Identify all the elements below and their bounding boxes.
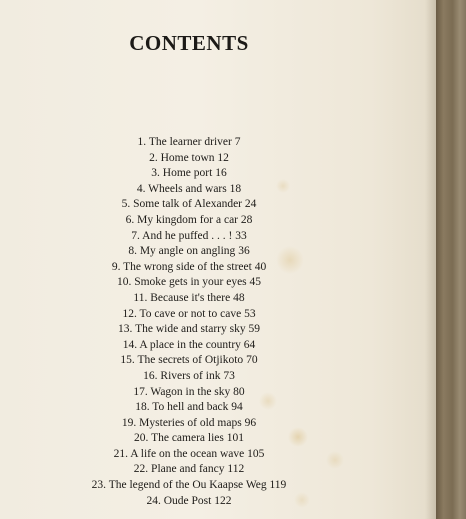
toc-entry-page-number: 105 [247, 447, 265, 460]
toc-entry-page-number: 45 [249, 276, 262, 289]
toc-entry [0, 291, 378, 307]
toc-entry [0, 135, 378, 151]
toc-entry-title: The camera lies [151, 432, 224, 445]
toc-entry-title: Home town [160, 151, 215, 164]
toc-entry-number: 18. [135, 401, 150, 414]
toc-entry [0, 275, 378, 291]
toc-entry-title: My kingdom for a car [137, 213, 239, 226]
toc-entry-number: 3. [151, 167, 160, 180]
toc-entry-number: 17. [133, 385, 148, 398]
toc-entry [0, 494, 378, 510]
toc-entry-number: 24. [146, 494, 161, 507]
toc-entry-page-number: 48 [233, 291, 245, 304]
toc-entry [0, 385, 378, 401]
toc-entry [0, 260, 378, 276]
toc-entry [0, 322, 378, 338]
toc-entry-page-number: 101 [226, 432, 244, 445]
toc-entry-number: 7. [131, 229, 140, 242]
toc-entry [0, 166, 378, 182]
toc-entry-number: 5. [121, 198, 131, 211]
toc-entry-number: 6. [125, 213, 135, 226]
toc-entry [0, 447, 378, 463]
toc-entry [0, 369, 378, 385]
toc-entry [0, 213, 378, 229]
toc-entry-number: 20. [134, 432, 149, 445]
toc-entry [0, 307, 378, 323]
toc-entry [0, 431, 378, 447]
toc-entry [0, 229, 378, 245]
page-gutter-shadow [425, 0, 436, 519]
toc-entry-title: And he puffed . . . ! [142, 229, 233, 242]
toc-entry-title: A life on the ocean wave [130, 447, 245, 460]
toc-entry-title: Mysteries of old maps [139, 416, 242, 429]
toc-entry-number: 13. [118, 323, 133, 336]
toc-entry-number: 15. [120, 354, 135, 367]
toc-entry [0, 338, 378, 354]
toc-entry-page-number: 80 [233, 385, 245, 398]
toc-entry-number: 16. [143, 369, 158, 382]
toc-entry-page-number: 36 [238, 245, 250, 258]
toc-entry-title: Rivers of ink [160, 369, 221, 382]
toc-entry-title: The wide and starry sky [135, 323, 246, 336]
toc-entry-number: 22. [133, 463, 149, 476]
toc-entry-page-number: 96 [244, 416, 257, 429]
toc-entry-title: The learner driver [148, 136, 232, 148]
toc-entry-title: Some talk of Alexander [133, 198, 243, 211]
toc-entry-page-number: 64 [243, 338, 256, 351]
toc-entry-title: The secrets of Otjikoto [137, 354, 244, 367]
toc-entry-number: 21. [113, 447, 128, 460]
table-of-contents [0, 135, 378, 509]
toc-entry-title: Home port [162, 167, 213, 180]
toc-entry-title: The legend of the Ou Kaapse Weg [108, 479, 267, 492]
toc-entry-page-number: 53 [244, 307, 256, 320]
toc-entry-number: 4. [136, 182, 146, 195]
toc-entry-page-number: 119 [269, 479, 287, 492]
toc-entry-page-number: 70 [246, 354, 258, 367]
toc-entry-title: To cave or not to cave [139, 307, 242, 320]
toc-entry-number: 10. [116, 276, 132, 289]
toc-entry [0, 478, 378, 494]
toc-entry [0, 462, 378, 478]
toc-entry-title: Plane and fancy [151, 463, 225, 476]
contents-heading: CONTENTS [129, 31, 249, 56]
toc-entry-title: Wagon in the sky [150, 385, 231, 398]
toc-entry-number: 2. [149, 151, 158, 164]
toc-entry-page-number: 112 [227, 463, 245, 476]
toc-entry-title: Because it's there [150, 291, 231, 304]
toc-entry-page-number: 94 [231, 401, 243, 414]
toc-entry-title: To hell and back [152, 401, 229, 414]
toc-entry-number: 14. [122, 338, 138, 351]
toc-entry-title: Oude Post [163, 494, 212, 507]
toc-entry [0, 416, 378, 432]
toc-entry-number: 12. [122, 307, 137, 320]
toc-entry-page-number: 18 [229, 182, 242, 195]
toc-entry-title: My angle on angling [139, 245, 236, 258]
toc-entry-number: 9. [111, 260, 121, 273]
toc-entry-page-number: 28 [240, 213, 253, 226]
toc-entry [0, 197, 378, 213]
toc-entry-title: Smoke gets in your eyes [134, 276, 247, 289]
toc-entry-title: A place in the country [139, 338, 241, 351]
toc-entry-number: 1. [137, 136, 147, 148]
toc-entry-page-number: 12 [217, 151, 229, 164]
toc-entry-number: 11. [133, 291, 148, 304]
toc-entry-page-number: 73 [223, 369, 235, 382]
toc-entry [0, 244, 378, 260]
toc-entry-page-number: 33 [235, 229, 247, 242]
toc-entry-number: 19. [121, 416, 137, 429]
toc-entry-number: 23. [91, 479, 107, 492]
toc-entry [0, 151, 378, 167]
toc-entry [0, 400, 378, 416]
toc-entry-number: 8. [128, 245, 137, 258]
toc-entry-page-number: 122 [214, 494, 232, 507]
toc-entry-page-number: 40 [254, 260, 267, 273]
toc-entry-page-number: 7 [234, 136, 241, 148]
toc-entry-page-number: 59 [248, 323, 260, 336]
book-spine-edge [436, 0, 466, 519]
toc-entry-title: Wheels and wars [148, 182, 227, 195]
toc-entry-title: The wrong side of the street [123, 260, 252, 273]
toc-entry [0, 353, 378, 369]
toc-entry-page-number: 16 [215, 167, 227, 180]
toc-entry-page-number: 24 [244, 198, 257, 211]
toc-entry [0, 182, 378, 198]
